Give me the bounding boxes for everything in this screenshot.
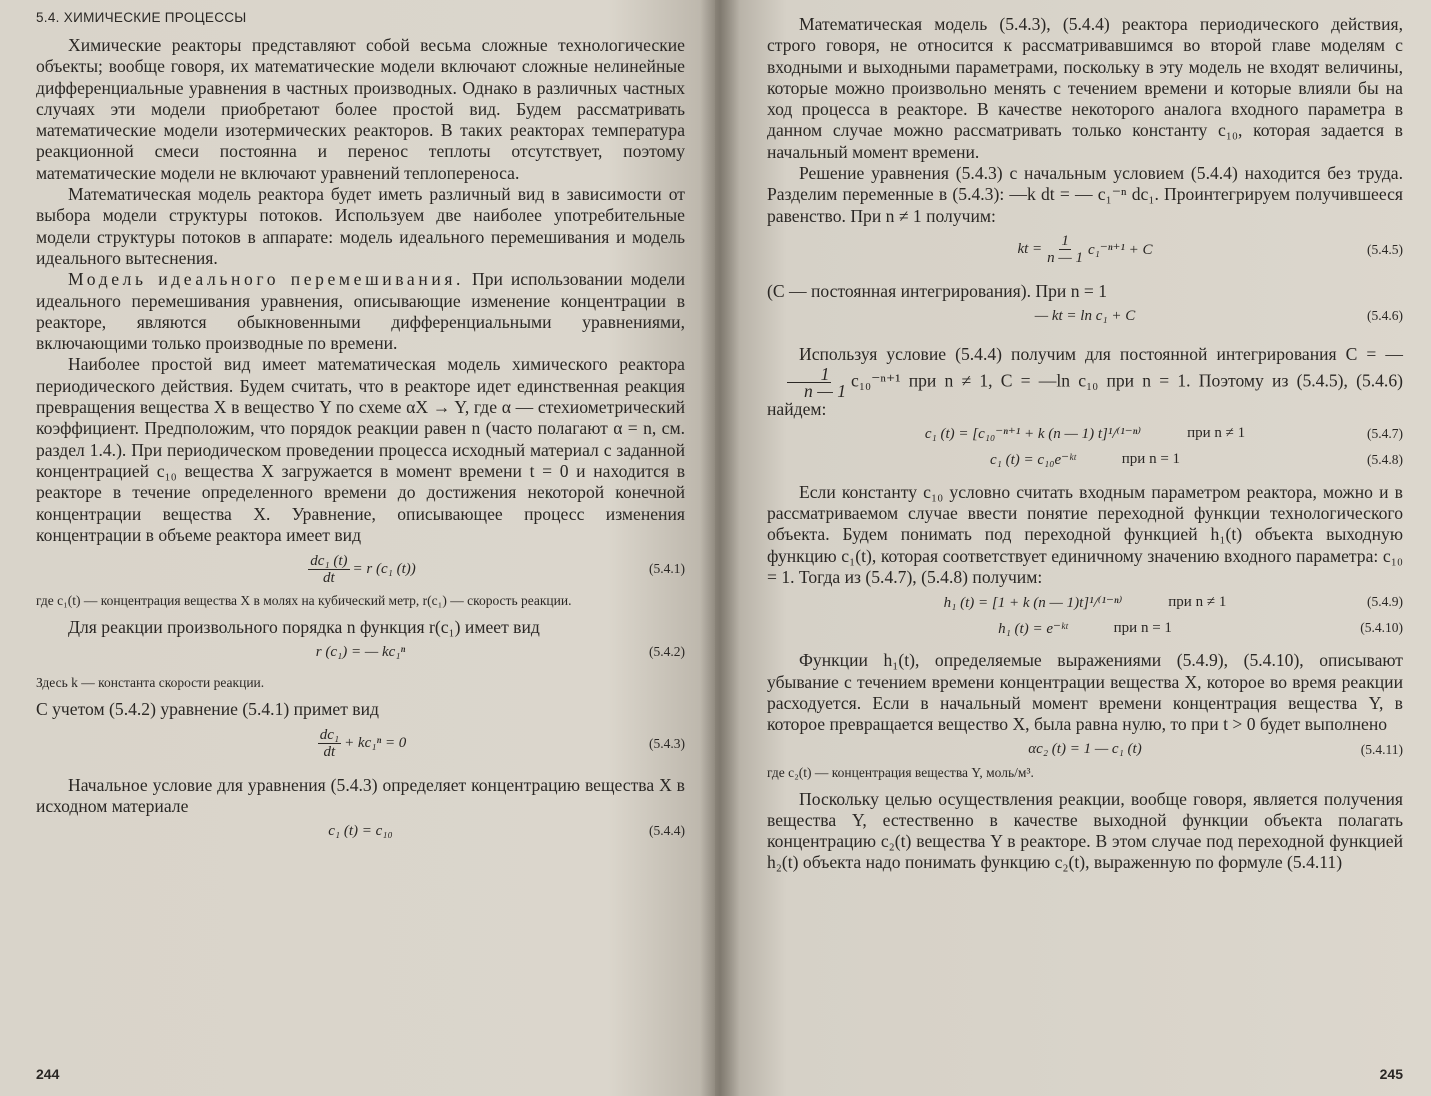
fraction-numerator: dc₁ (t) <box>310 552 348 569</box>
equation-5-4-5 <box>767 233 1403 267</box>
book-gutter-shadow <box>700 0 740 1096</box>
paragraph: Математическая модель (5.4.3), (5.4.4) реактора периодического действия, строго говоря, не относится к рассматривавшимся во второй главе моделям с входными и выходными параметрами, поскольку в эту модель не входят величины, которые можно произвольно менять с течением времени и которые влияли бы на ход процесса в реакторе. В качестве некоторого аналога входного параметра в данном случае можно рассматривать только константу c₁₀, которая задается в начальный момент времени. <box>767 14 1403 162</box>
paragraph: Функции h₁(t), определяемые выражениями (5.4.9), (5.4.10), описывают убывание с течением времени концентрации вещества X, которое во время реакции расходуется. Если в начальный момент времени концентрация вещества Y, в которое превращается вещество X, была равна нулю, то при t > 0 будет выполнено <box>767 650 1403 735</box>
paragraph: Решение уравнения (5.4.3) с начальным условием (5.4.4) находится без труда. Разделим переменные в (5.4.3): —k dt = — c₁⁻ⁿ dc₁. Проинтегрируем получившееся равенство. При n ≠ 1 получим: <box>767 163 1403 226</box>
paragraph <box>767 344 1403 420</box>
equation-condition: при n ≠ 1 <box>1187 425 1246 442</box>
paragraph-text: c₁₀⁻ⁿ⁺¹ при n ≠ 1, C = —ln c₁₀ при n = 1. Поэтому из (5.4.5), (5.4.6) найдем: <box>767 370 1403 419</box>
equation-number: (5.4.7) <box>1367 425 1403 441</box>
fraction <box>770 363 848 401</box>
note: где c₁(t) — концентрация вещества X в молях на кубический метр, r(c₁) — скорость реакции. <box>36 593 572 609</box>
equation-condition: при n ≠ 1 <box>1168 593 1227 610</box>
note: Здесь k — константа скорости реакции. <box>36 675 265 691</box>
fraction <box>308 553 349 586</box>
paragraph: Если константу c₁₀ условно считать входным параметром реактора, можно и в рассматриваемом случае ввести понятие переходной функции технологического объекта. Будем понимать под переходной функцией h₁(t) объекта выходную функцию c₁(t), которая соответствует единичному значению входного параметра: c₁₀ = 1. Тогда из (5.4.7), (5.4.8) получим: <box>767 481 1403 588</box>
paragraph: Математическая модель реактора будет иметь различный вид в зависимости от выбора модели структуры потоков. Используем две наиболее употребительные модели структуры потоков в аппарате: модель идеального перемешивания и модель идеального вытеснения. <box>36 184 685 268</box>
running-head: 5.4. ХИМИЧЕСКИЕ ПРОЦЕССЫ <box>36 10 247 25</box>
section-run-in-heading: Модель идеального перемешивания. <box>68 269 465 290</box>
paragraph: (C — постоянная интегрирования). При n = 1 <box>767 280 1108 301</box>
paragraph: Для реакции произвольного порядка n функция r(c₁) имеет вид <box>68 617 540 638</box>
fraction-numerator: dc₁ <box>319 727 340 744</box>
formula: + kc₁ⁿ = 0 <box>344 735 407 752</box>
formula: r (c₁) = — kc₁ⁿ <box>315 643 406 660</box>
paragraph: Химические реакторы представляют собой весьма сложные технологические объекты; вообще говоря, их математические модели включают сложные нелинейные дифференциальные уравнения в частных производных. Однако в различных частных случаях эти модели приобретают более простой вид. Будем рассматривать математические модели изотермических реакторов. В таких реакторах температура реакционной смеси постоянна и перенос теплоты отсутствует, поэтому математические модели не включают уравнений теплопереноса. <box>36 35 685 183</box>
equation-number: (5.4.4) <box>649 823 685 839</box>
formula: — kt = ln c₁ + C <box>1034 307 1136 324</box>
fraction-denominator: dt <box>323 569 335 586</box>
page-number: 245 <box>1379 1066 1403 1082</box>
page-number: 244 <box>36 1066 60 1082</box>
equation-5-4-11 <box>767 738 1403 762</box>
equation-5-4-4 <box>36 819 685 843</box>
equation-5-4-3 <box>36 727 685 761</box>
fraction <box>1045 233 1085 266</box>
formula: c₁⁻ⁿ⁺¹ + C <box>1087 242 1153 259</box>
formula: h₁ (t) = [1 + k (n — 1)t]¹/⁽¹⁻ⁿ⁾ <box>943 594 1123 611</box>
paragraph: Начальное условие для уравнения (5.4.3) определяет концентрацию вещества X в исходном материале <box>36 774 685 817</box>
fraction <box>318 727 341 760</box>
equation-number: (5.4.5) <box>1367 241 1403 257</box>
formula: h₁ (t) = e⁻ᵏᵗ <box>998 620 1068 637</box>
equation-number: (5.4.10) <box>1360 620 1403 636</box>
formula: c₁ (t) = c₁₀ <box>328 822 393 839</box>
equation-number: (5.4.9) <box>1367 594 1403 610</box>
equation-number: (5.4.1) <box>649 561 685 577</box>
equation-5-4-10 <box>767 616 1403 640</box>
paragraph <box>36 269 685 354</box>
fraction-numerator: 1 <box>1061 233 1069 250</box>
fraction-numerator: 1 <box>787 366 832 383</box>
paragraph-text: При использовании модели идеального перемешивания уравнения, описывающие изменение концентрации в реакторе, являются обыкновенными дифференциальными уравнениями, включающими только производные по времени. <box>36 269 685 354</box>
paragraph-text: Используя условие (5.4.4) получим для постоянной интегрирования C = — <box>799 344 1403 365</box>
left-page <box>0 0 715 1096</box>
formula: αc₂ (t) = 1 — c₁ (t) <box>1028 741 1142 758</box>
equation-5-4-8 <box>767 448 1403 472</box>
equation-condition: при n = 1 <box>1121 451 1181 468</box>
equation-number: (5.4.6) <box>1367 308 1403 324</box>
equation-5-4-9 <box>767 590 1403 614</box>
equation-number: (5.4.8) <box>1367 451 1403 467</box>
paragraph: С учетом (5.4.2) уравнение (5.4.1) примет вид <box>36 699 379 720</box>
equation-5-4-7 <box>767 422 1403 446</box>
equation-number: (5.4.2) <box>649 644 685 660</box>
equation-5-4-6 <box>767 304 1403 328</box>
formula: = r (c₁ (t)) <box>352 560 416 577</box>
equation-5-4-1 <box>36 552 685 586</box>
equation-number: (5.4.11) <box>1360 741 1403 757</box>
right-page <box>715 0 1431 1096</box>
fraction-denominator: n — 1 <box>1047 250 1083 267</box>
formula: c₁ (t) = [c₁₀⁻ⁿ⁺¹ + k (n — 1) t]¹/⁽¹⁻ⁿ⁾ <box>924 426 1142 443</box>
equation-5-4-2 <box>36 640 685 664</box>
fraction-denominator: n — 1 <box>804 380 847 401</box>
paragraph: Поскольку целью осуществления реакции, вообще говоря, является получения вещества Y, естественно в качестве выходной функции объекта полагать концентрацию c₂(t) вещества Y в реакторе. В этом случае под переходной функцией h₂(t) объекта надо понимать функцию c₂(t), выраженную по формуле (5.4.11) <box>767 788 1403 873</box>
equation-condition: при n = 1 <box>1113 619 1172 636</box>
formula: kt = <box>1017 241 1043 258</box>
note: где c₂(t) — концентрация вещества Y, моль/м³. <box>767 764 1034 780</box>
formula: c₁ (t) = c₁₀e⁻ᵏᵗ <box>989 452 1076 469</box>
paragraph: Наиболее простой вид имеет математическая модель химического реактора периодического действия. Будем считать, что в реакторе идет единственная реакция превращения вещества X в вещество Y по схеме αX → Y, где α — стехиометрический коэффициент. Предположим, что порядок реакции равен n (часто полагают α = n, см. раздел 1.4.). При периодическом проведении процесса исходный материал с заданной концентрацией c₁₀ вещества X загружается в момент времени t = 0 и находится в реакторе в течение определенного времени до достижения некоторой конечной концентрации вещества X. Уравнение, описывающее процесс изменения концентрации в объеме реактора имеет вид <box>36 354 685 545</box>
equation-number: (5.4.3) <box>649 735 685 751</box>
fraction-denominator: dt <box>323 744 336 761</box>
